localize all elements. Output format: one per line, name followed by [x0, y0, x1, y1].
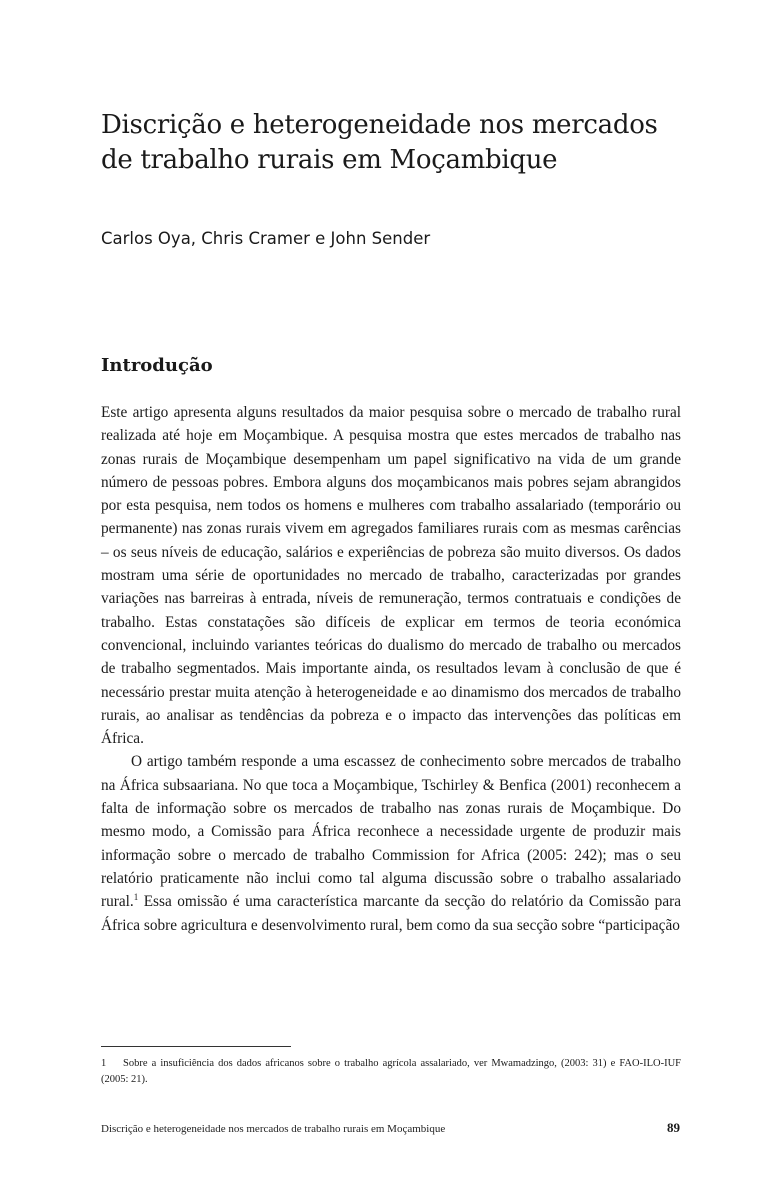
running-footer: Discrição e heterogeneidade nos mercados de trabalho rurais em Moçambique [101, 1123, 446, 1135]
paragraph-2 [101, 750, 681, 936]
paragraph-1: Este artigo apresenta alguns resultados da maior pesquisa sobre o mercado de trabalho rural realizada até hoje em Moçambique. A pesquisa mostra que estes mercados de trabalho nas zonas rurais de Moçambique desempenham um papel significativo na vida de um grande número de pessoas pobres. Embora alguns dos moçambicanos mais pobres sejam abrangidos por esta pesquisa, nem todos os homens e mulheres com trabalho assalariado (temporário ou permanente) nas zonas rurais vivem em agregados familiares rurais com as mesmas carências – os seus níveis de educação, salários e experiências de pobreza são muito diversos. Os dados mostram uma série de oportunidades no mercado de trabalho, caracterizadas por grandes variações nas barreiras à entrada, níveis de remuneração, termos contratuais e condições de trabalho. Estas constatações são difíceis de explicar em termos de teoria económica convencional, incluindo variantes teóricas do dualismo do mercado de trabalho ou mercados de trabalho segmentados. Mais importante ainda, os resultados levam à conclusão de que é necessário prestar muita atenção à heterogeneidade e ao dinamismo dos mercados de trabalho rurais, ao analisar as tendências da pobreza e o impacto das intervenções das políticas em África. [101, 404, 681, 748]
paragraph-2-text-b: Essa omissão é uma característica marcante da secção do relatório da Comissão para África sobre agricultura e desenvolvimento rural, bem como da sua secção sobre “participação [101, 893, 681, 934]
footnote-text: Sobre a insuficiência dos dados africanos sobre o trabalho agrícola assalariado, ver Mwamadzingo, (2003: 31) e FAO-ILO-IUF (2005: 21). [101, 1058, 681, 1085]
article-title [101, 108, 701, 178]
title-line-2: de trabalho rurais em Moçambique [101, 145, 558, 175]
footnote [101, 1056, 681, 1087]
authors: Carlos Oya, Chris Cramer e John Sender [101, 229, 431, 248]
title-line-1: Discrição e heterogeneidade nos mercados [101, 110, 658, 140]
footnote-number: 1 [101, 1058, 107, 1069]
section-heading: Introdução [101, 355, 213, 376]
page-number: 89 [667, 1120, 680, 1135]
article-body [101, 401, 681, 937]
footnote-reference[interactable]: 1 [133, 892, 139, 903]
paragraph-2-text-a: O artigo também responde a uma escassez de conhecimento sobre mercados de trabalho na África subsaariana. No que toca a Moçambique, Tschirley & Benfica (2001) reconhecem a falta de informação sobre os mercados de trabalho nas zonas rurais de Moçambique. Do mesmo modo, a Comissão para África reconhece a necessidade urgente de produzir mais informação sobre o mercado de trabalho Commission for Africa (2005: 242); mas o seu relatório praticamente não inclui como tal alguma discussão sobre o trabalho assalariado rural. [101, 753, 681, 911]
footnote-divider [101, 1046, 291, 1047]
